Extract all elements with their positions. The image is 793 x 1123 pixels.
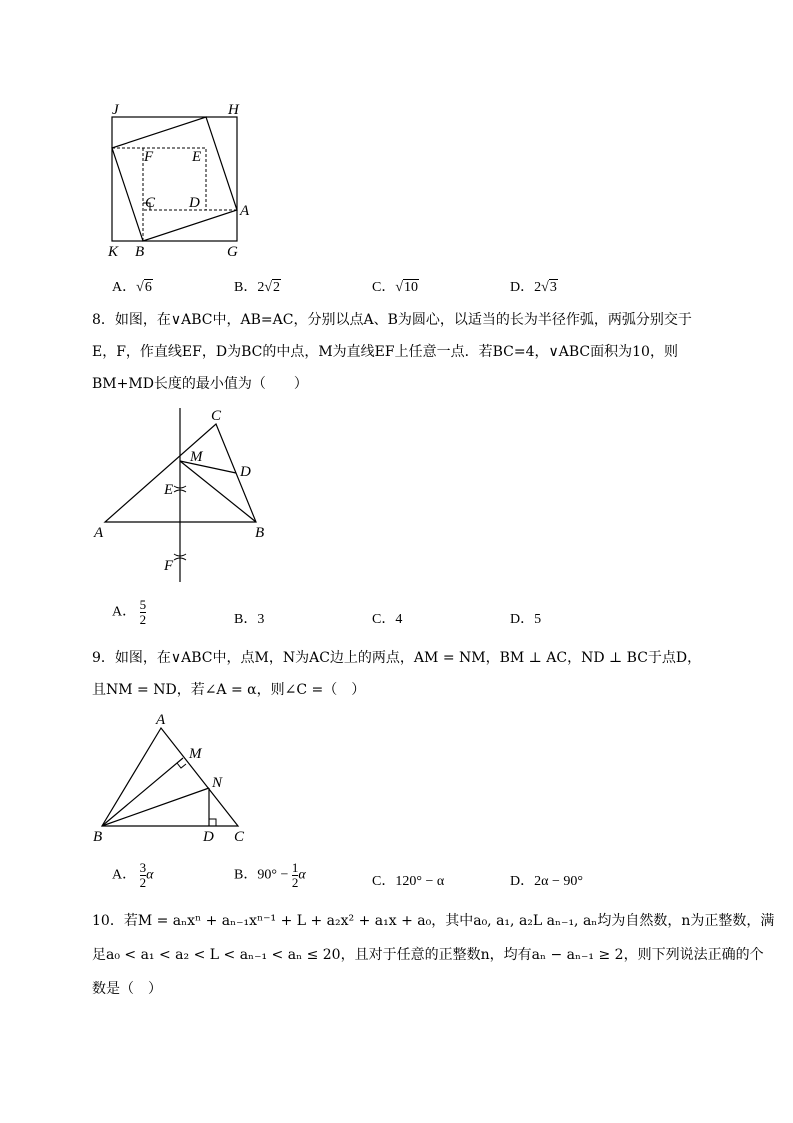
- q9-text-line-2: 且NM = ND，若∠A = α，则∠C =（ ）: [92, 682, 366, 698]
- label-C: C: [234, 829, 245, 845]
- label-E: E: [192, 149, 202, 165]
- label-B: B: [135, 244, 145, 260]
- label-D: D: [189, 195, 200, 211]
- label-B: B: [93, 829, 103, 845]
- label-A: A: [240, 203, 250, 219]
- q9-option-c: C．120° − α: [372, 874, 445, 889]
- label-E: E: [164, 482, 174, 498]
- label-D: D: [240, 464, 251, 480]
- q9-option-d: D．2α − 90°: [510, 874, 583, 889]
- triangle-figure-q9: [88, 706, 258, 848]
- label-G: G: [227, 244, 238, 260]
- q10-text-line-2: 足a₀ < a₁ < a₂ < L < aₙ₋₁ < aₙ ≤ 20，且对于任意的正整数n，均有aₙ − aₙ₋₁ ≥ 2，则下列说法正确的个: [92, 947, 764, 963]
- label-M: M: [189, 746, 202, 762]
- q7-option-d: D．2√3: [510, 280, 557, 295]
- triangle-figure-q8: [88, 400, 288, 590]
- q9-text-line-1: 9．如图，在∨ABC中，点M，N为AC边上的两点，AM = NM，BM ⊥ AC，ND ⊥ BC于点D，: [92, 650, 702, 666]
- square-figure: [100, 98, 260, 263]
- q9-option-b: B．90° − $\frac{1}{2}$ α: [234, 860, 306, 890]
- q10-text-line-3: 数是（ ）: [92, 981, 162, 997]
- q7-option-c: C．√10: [372, 280, 419, 295]
- q8-option-b: B．3: [234, 612, 265, 627]
- label-F: F: [144, 149, 154, 165]
- q8-text-line-1: 8．如图，在∨ABC中，AB=AC，分别以点A、B为圆心，以适当的长为半径作弧，两弧分别交于: [92, 312, 692, 328]
- q9-option-a: A． $\frac{3}{2}$ α: [112, 860, 154, 890]
- label-J: J: [112, 102, 119, 118]
- q8-option-d: D．5: [510, 612, 542, 627]
- label-H: H: [228, 102, 239, 118]
- q8-text-line-2: E，F，作直线EF，D为BC的中点，M为直线EF上任意一点．若BC=4，∨ABC面积为10，则: [92, 344, 678, 360]
- label-F: F: [164, 558, 174, 574]
- q8-option-c: C．4: [372, 612, 403, 627]
- label-N: N: [212, 775, 223, 791]
- label-B: B: [255, 525, 265, 541]
- label-D: D: [203, 829, 214, 845]
- label-K: K: [108, 244, 119, 260]
- label-A: A: [94, 525, 104, 541]
- label-M: M: [190, 449, 203, 465]
- label-C: C: [211, 408, 222, 424]
- label-A: A: [156, 712, 166, 728]
- q8-option-a: A． $\frac{5}{2}$: [112, 597, 147, 627]
- q8-text-line-3: BM+MD长度的最小值为（ ）: [92, 376, 308, 392]
- q10-text-line-1: 10．若M = aₙxⁿ + aₙ₋₁xⁿ⁻¹ + L + a₂x² + a₁x + a₀，其中a₀, a₁, a₂L aₙ₋₁, aₙ均为自然数，n为正整数，满: [92, 913, 775, 929]
- q7-option-a: A．√6: [112, 280, 152, 295]
- q7-option-b: B．2√2: [234, 280, 281, 295]
- label-C: C: [145, 195, 156, 211]
